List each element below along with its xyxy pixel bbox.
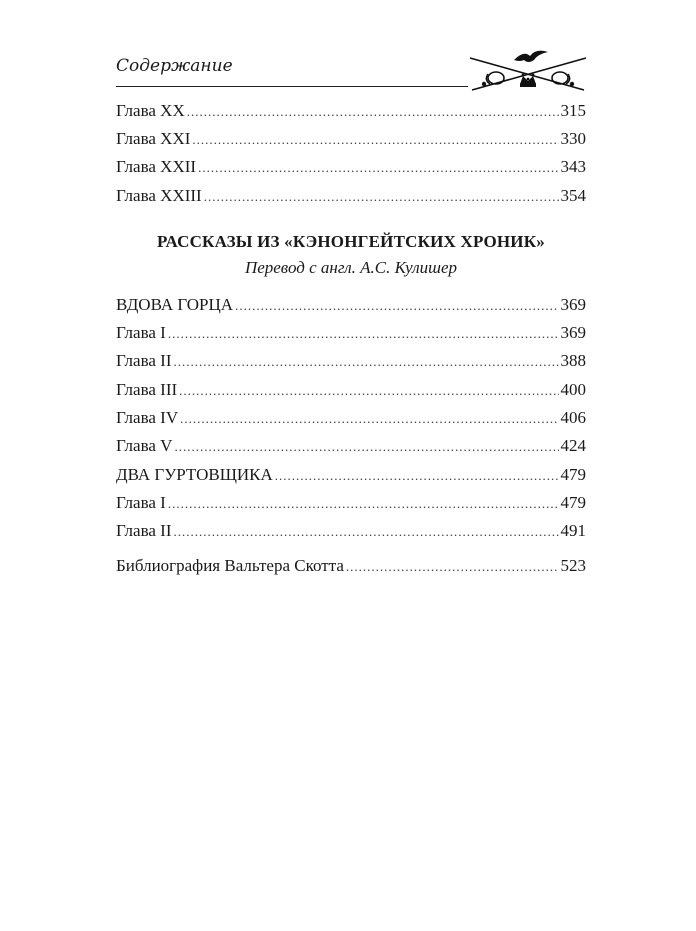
running-header	[116, 50, 586, 94]
toc-entry-label: Глава V	[116, 436, 173, 455]
toc-entry-page: 369	[560, 323, 586, 342]
toc-entry-page: 343	[560, 157, 586, 176]
toc-entry-page: 424	[560, 436, 586, 455]
toc-entry-label: Глава XXII	[116, 157, 197, 176]
toc-leader-dots	[168, 321, 559, 347]
toc-entry	[116, 433, 586, 459]
toc-leader-dots	[198, 155, 558, 181]
header-rule	[116, 86, 468, 87]
toc-entry-page: 388	[560, 351, 586, 370]
toc-entry-page: 369	[560, 295, 586, 314]
toc-leader-dots	[275, 463, 559, 489]
toc-entry-page: 479	[560, 493, 586, 512]
toc-leader-dots	[174, 349, 559, 375]
toc-leader-dots	[346, 554, 559, 580]
toc-entry-label: Глава I	[116, 493, 166, 512]
toc-entry-page: 523	[560, 556, 586, 575]
toc-entry	[116, 126, 586, 152]
section-title: РАССКАЗЫ ИЗ «КЭНОНГЕЙТСКИХ ХРОНИК»	[157, 232, 545, 251]
toc-entry-page: 315	[560, 101, 586, 120]
toc-entry-page: 354	[560, 186, 586, 205]
toc-entry-label: Глава II	[116, 521, 172, 540]
section-subtitle: Перевод с англ. А.С. Кулишер	[244, 258, 458, 277]
toc-leader-dots	[174, 434, 558, 460]
toc-entry	[116, 292, 586, 318]
toc-entry-label: Глава IV	[116, 408, 179, 427]
toc-entry	[116, 377, 586, 403]
toc-entry	[116, 462, 586, 488]
toc-entry-label: ДВА ГУРТОВЩИКА	[116, 465, 273, 484]
toc-entry-page: 406	[560, 408, 586, 427]
toc-entry-page: 491	[560, 521, 586, 540]
toc-entry	[116, 98, 586, 124]
toc-leader-dots	[179, 378, 558, 404]
toc-entry-page: 479	[560, 465, 586, 484]
toc-entry	[116, 154, 586, 180]
toc-entry	[116, 320, 586, 346]
toc-entry-label: ВДОВА ГОРЦА	[116, 295, 234, 314]
toc-leader-dots	[192, 127, 558, 153]
toc-leader-dots	[174, 519, 559, 545]
toc-entry-label: Глава I	[116, 323, 166, 342]
toc-leader-dots	[180, 406, 558, 432]
toc-entry-bibliography	[116, 553, 586, 579]
toc-leader-dots	[168, 491, 559, 517]
toc-entry-label: Глава III	[116, 380, 178, 399]
toc-entry-label: Глава XXI	[116, 129, 191, 148]
toc-entry-label: Глава II	[116, 351, 172, 370]
toc-entry-label: Глава XXIII	[116, 186, 202, 205]
toc-entry	[116, 490, 586, 516]
toc-leader-dots	[235, 293, 558, 319]
toc-entry-label: Библиография Вальтера Скотта	[116, 556, 344, 575]
header-title: Содержание	[116, 56, 233, 76]
toc-entry-page: 330	[560, 129, 586, 148]
toc-entry	[116, 183, 586, 209]
toc-entry	[116, 348, 586, 374]
toc-leader-dots	[187, 99, 559, 125]
toc-entry-label: Глава XX	[116, 101, 185, 120]
toc-entry-page: 400	[560, 380, 586, 399]
crossed-swords-emblem-icon	[466, 46, 590, 98]
toc-entry	[116, 405, 586, 431]
toc-entry	[116, 518, 586, 544]
toc-leader-dots	[204, 184, 559, 210]
